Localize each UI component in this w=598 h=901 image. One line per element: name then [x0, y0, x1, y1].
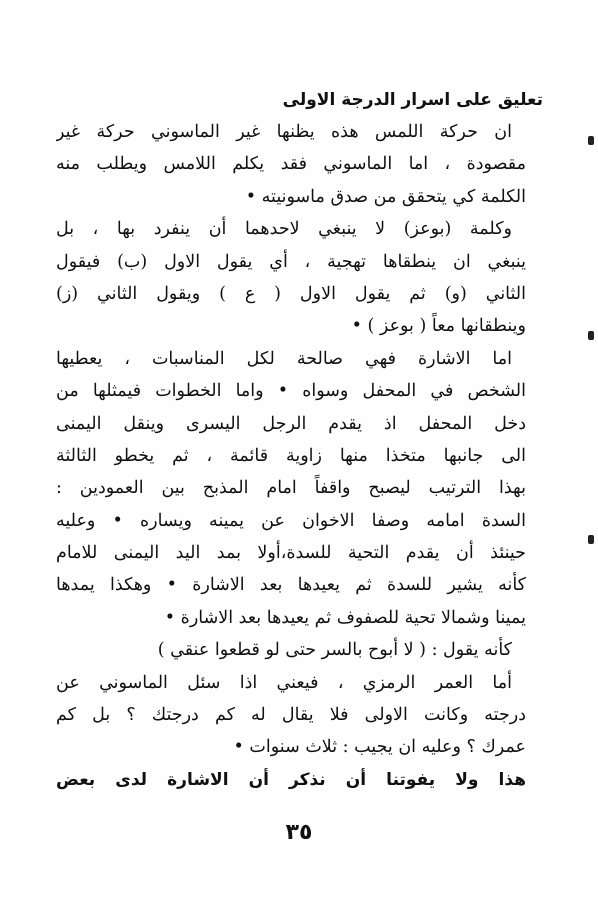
- text-line-6: الثاني (و) ثم يقول الاول ( ع ) ويقول الثاني (ز): [56, 283, 526, 304]
- text-line-16: يمينا وشمالا تحية للصفوف ثم يعيدها بعد الاشارة •: [164, 607, 526, 628]
- running-header: تعليق على اسرار الدرجة الاولى: [282, 90, 543, 110]
- text-line-20: عمرك ؟ وعليه ان يجيب : ثلاث سنوات •: [233, 737, 526, 758]
- margin-mark-2: [588, 331, 594, 340]
- margin-mark-3: [588, 535, 594, 544]
- text-line-21: هذا ولا يفوتنا أن نذكر أن الاشارة لدى بعض: [56, 769, 526, 790]
- text-line-12: بهذا الترتيب ليصبح واقفاً امام المذبح بين العمودين :: [56, 478, 526, 499]
- text-line-4: وكلمة (بوعز) لا ينبغي لاحدهما أن ينفرد بها ، بل: [56, 219, 512, 240]
- text-line-11: الى جانبها متخذا منها زاوية قائمة ، ثم يخطو الثالثة: [56, 445, 526, 466]
- margin-mark-1: [588, 136, 594, 145]
- text-line-15: كأنه يشير للسدة ثم يعيدها بعد الاشارة • وهكذا يمدها: [56, 575, 526, 596]
- text-line-10: دخل المحفل اذ يقدم الرجل اليسرى وينقل اليمنى: [56, 413, 526, 434]
- body-text: [56, 116, 526, 796]
- text-line-13: السدة امامه وصفا الاخوان عن يمينه ويساره • وعليه: [56, 510, 526, 531]
- text-line-9: الشخص في المحفل وسواه • واما الخطوات فيمثلها من: [56, 381, 526, 402]
- text-line-1: ان حركة اللمس هذه يظنها غير الماسوني حركة غير: [56, 122, 512, 142]
- text-line-18: أما العمر الرمزي ، فيعني اذا سئل الماسوني عن: [56, 672, 512, 693]
- text-line-19: درجته وكانت الاولى فلا يقال له كم درجتك ؟ بل كم: [56, 705, 526, 726]
- text-line-17: كأنه يقول : ( لا أبوح بالسر حتى لو قطعوا عنقي ): [157, 640, 512, 661]
- page-number: ٣٥: [285, 820, 313, 845]
- text-line-2: مقصودة ، اما الماسوني فقد يكلم اللامس ويطلب منه: [56, 154, 526, 175]
- text-line-3: الكلمة كي يتحقق من صدق ماسونيته •: [245, 186, 526, 207]
- text-line-8: اما الاشارة فهي صالحة لكل المناسبات ، يعطيها: [56, 348, 512, 369]
- text-line-7: وينطقانها معاً ( بوعز ) •: [351, 316, 526, 337]
- text-line-14: حينئذ أن يقدم التحية للسدة،أولا بمد اليد اليمنى للامام: [56, 543, 526, 564]
- text-line-5: ينبغي ان ينطقاها تهجية ، أي يقول الاول (ب) فيقول: [56, 251, 526, 272]
